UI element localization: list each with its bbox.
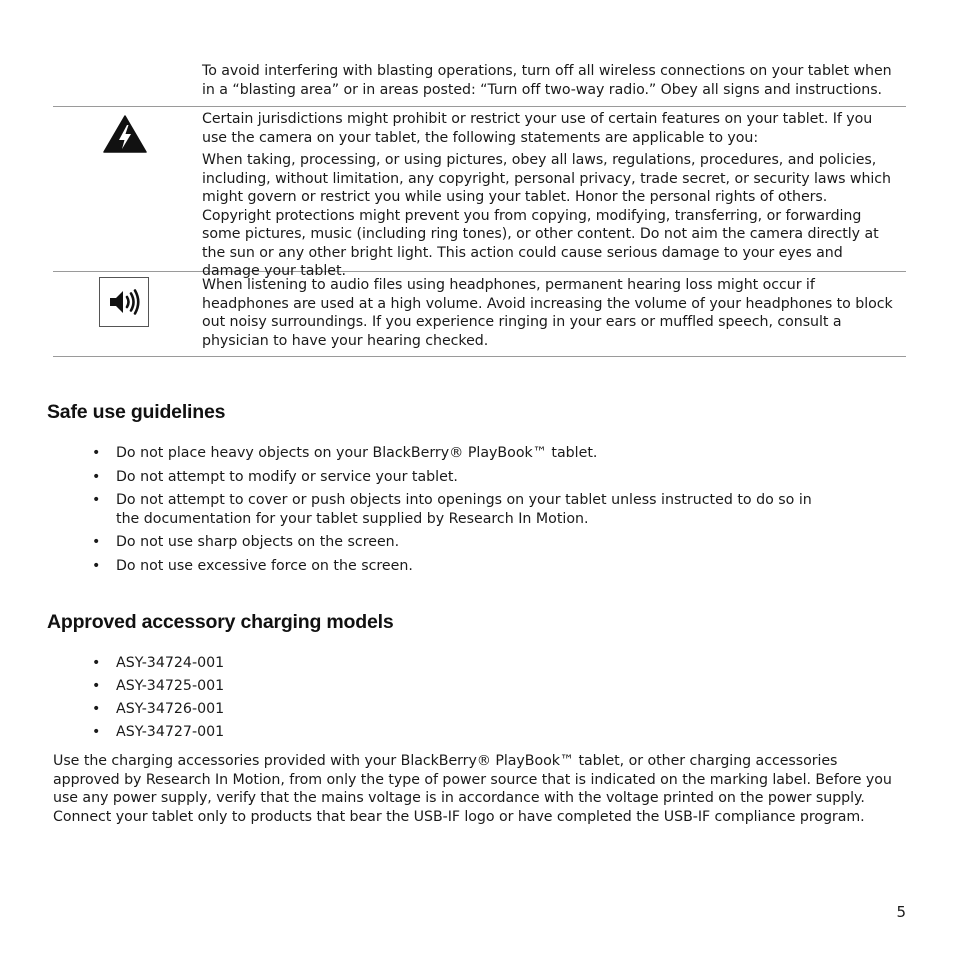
hearing-text: When listening to audio files using headphones, permanent hearing loss might occur if headphones are used at a high volume. Avoid increasing the volume of your headphones to block out noisy surroundings. If you experience ringing in your ears or muffled speech, consult a physician to have your hearing checked. (202, 277, 893, 349)
list-item: • Do not use sharp objects on the screen. (92, 534, 400, 550)
list-item: • Do not use excessive force on the screen. (92, 557, 413, 574)
safe-use-list (0, 444, 954, 580)
list-item: • ASY-34726-001 (92, 701, 225, 717)
speaker-volume-icon (109, 289, 141, 315)
list-item: • Do not place heavy objects on your BlackBerry® PlayBook™ tablet. (92, 445, 598, 461)
list-item: • Do not attempt to cover or push objects into openings on your tablet unless instructed to do so in the documentation for your tablet supplied by Research In Motion. (92, 492, 812, 527)
audio-icon-frame (99, 277, 149, 327)
safe-use-heading: Safe use guidelines (47, 401, 226, 423)
table-row-blasting (53, 60, 906, 107)
list-item: • ASY-34725-001 (92, 678, 225, 694)
list-item: • Do not attempt to modify or service your tablet. (92, 468, 458, 485)
camera-intro-text: Certain jurisdictions might prohibit or restrict your use of certain features on your tablet. If you use the camera on your tablet, the following statements are applicable to you: (202, 111, 873, 146)
list-item: • ASY-34727-001 (92, 724, 225, 740)
high-voltage-warning-icon (103, 115, 147, 153)
table-row-hearing (53, 272, 906, 357)
approved-models-heading: Approved accessory charging models (47, 611, 394, 633)
list-item: • ASY-34724-001 (92, 655, 225, 671)
charging-paragraph: Use the charging accessories provided with your BlackBerry® PlayBook™ tablet, or other charging accessories approved by Research In Motion, from only the type of power source that is indicated on the marking label. Before you use any power supply, verify that the mains voltage is in accordance with the voltage printed on the power supply. Connect your tablet only to products that bear the USB-IF logo or have completed the USB-IF compliance program. (53, 753, 892, 825)
blasting-text: To avoid interfering with blasting operations, turn off all wireless connections on your tablet when in a “blasting area” or in areas posted: “Turn off two-way radio.” Obey all signs and instructions. (202, 63, 892, 98)
camera-detail-text: When taking, processing, or using pictures, obey all laws, regulations, procedures, and policies, including, without limitation, any copyright, personal privacy, trade secret, or security laws which might govern or restrict you while using your tablet. Honor the personal rights of others. Copyright protections might prevent you from copying, modifying, transferring, or forwarding some pictures, music (including ring tones), or other content. Do not aim the camera directly at the sun or any other bright light. This action could cause serious damage to your eyes and damage your tablet. (202, 152, 892, 279)
approved-models-list (0, 654, 954, 746)
page-number: 5 (896, 903, 906, 921)
safety-table (53, 60, 906, 357)
table-row-camera (53, 107, 906, 279)
